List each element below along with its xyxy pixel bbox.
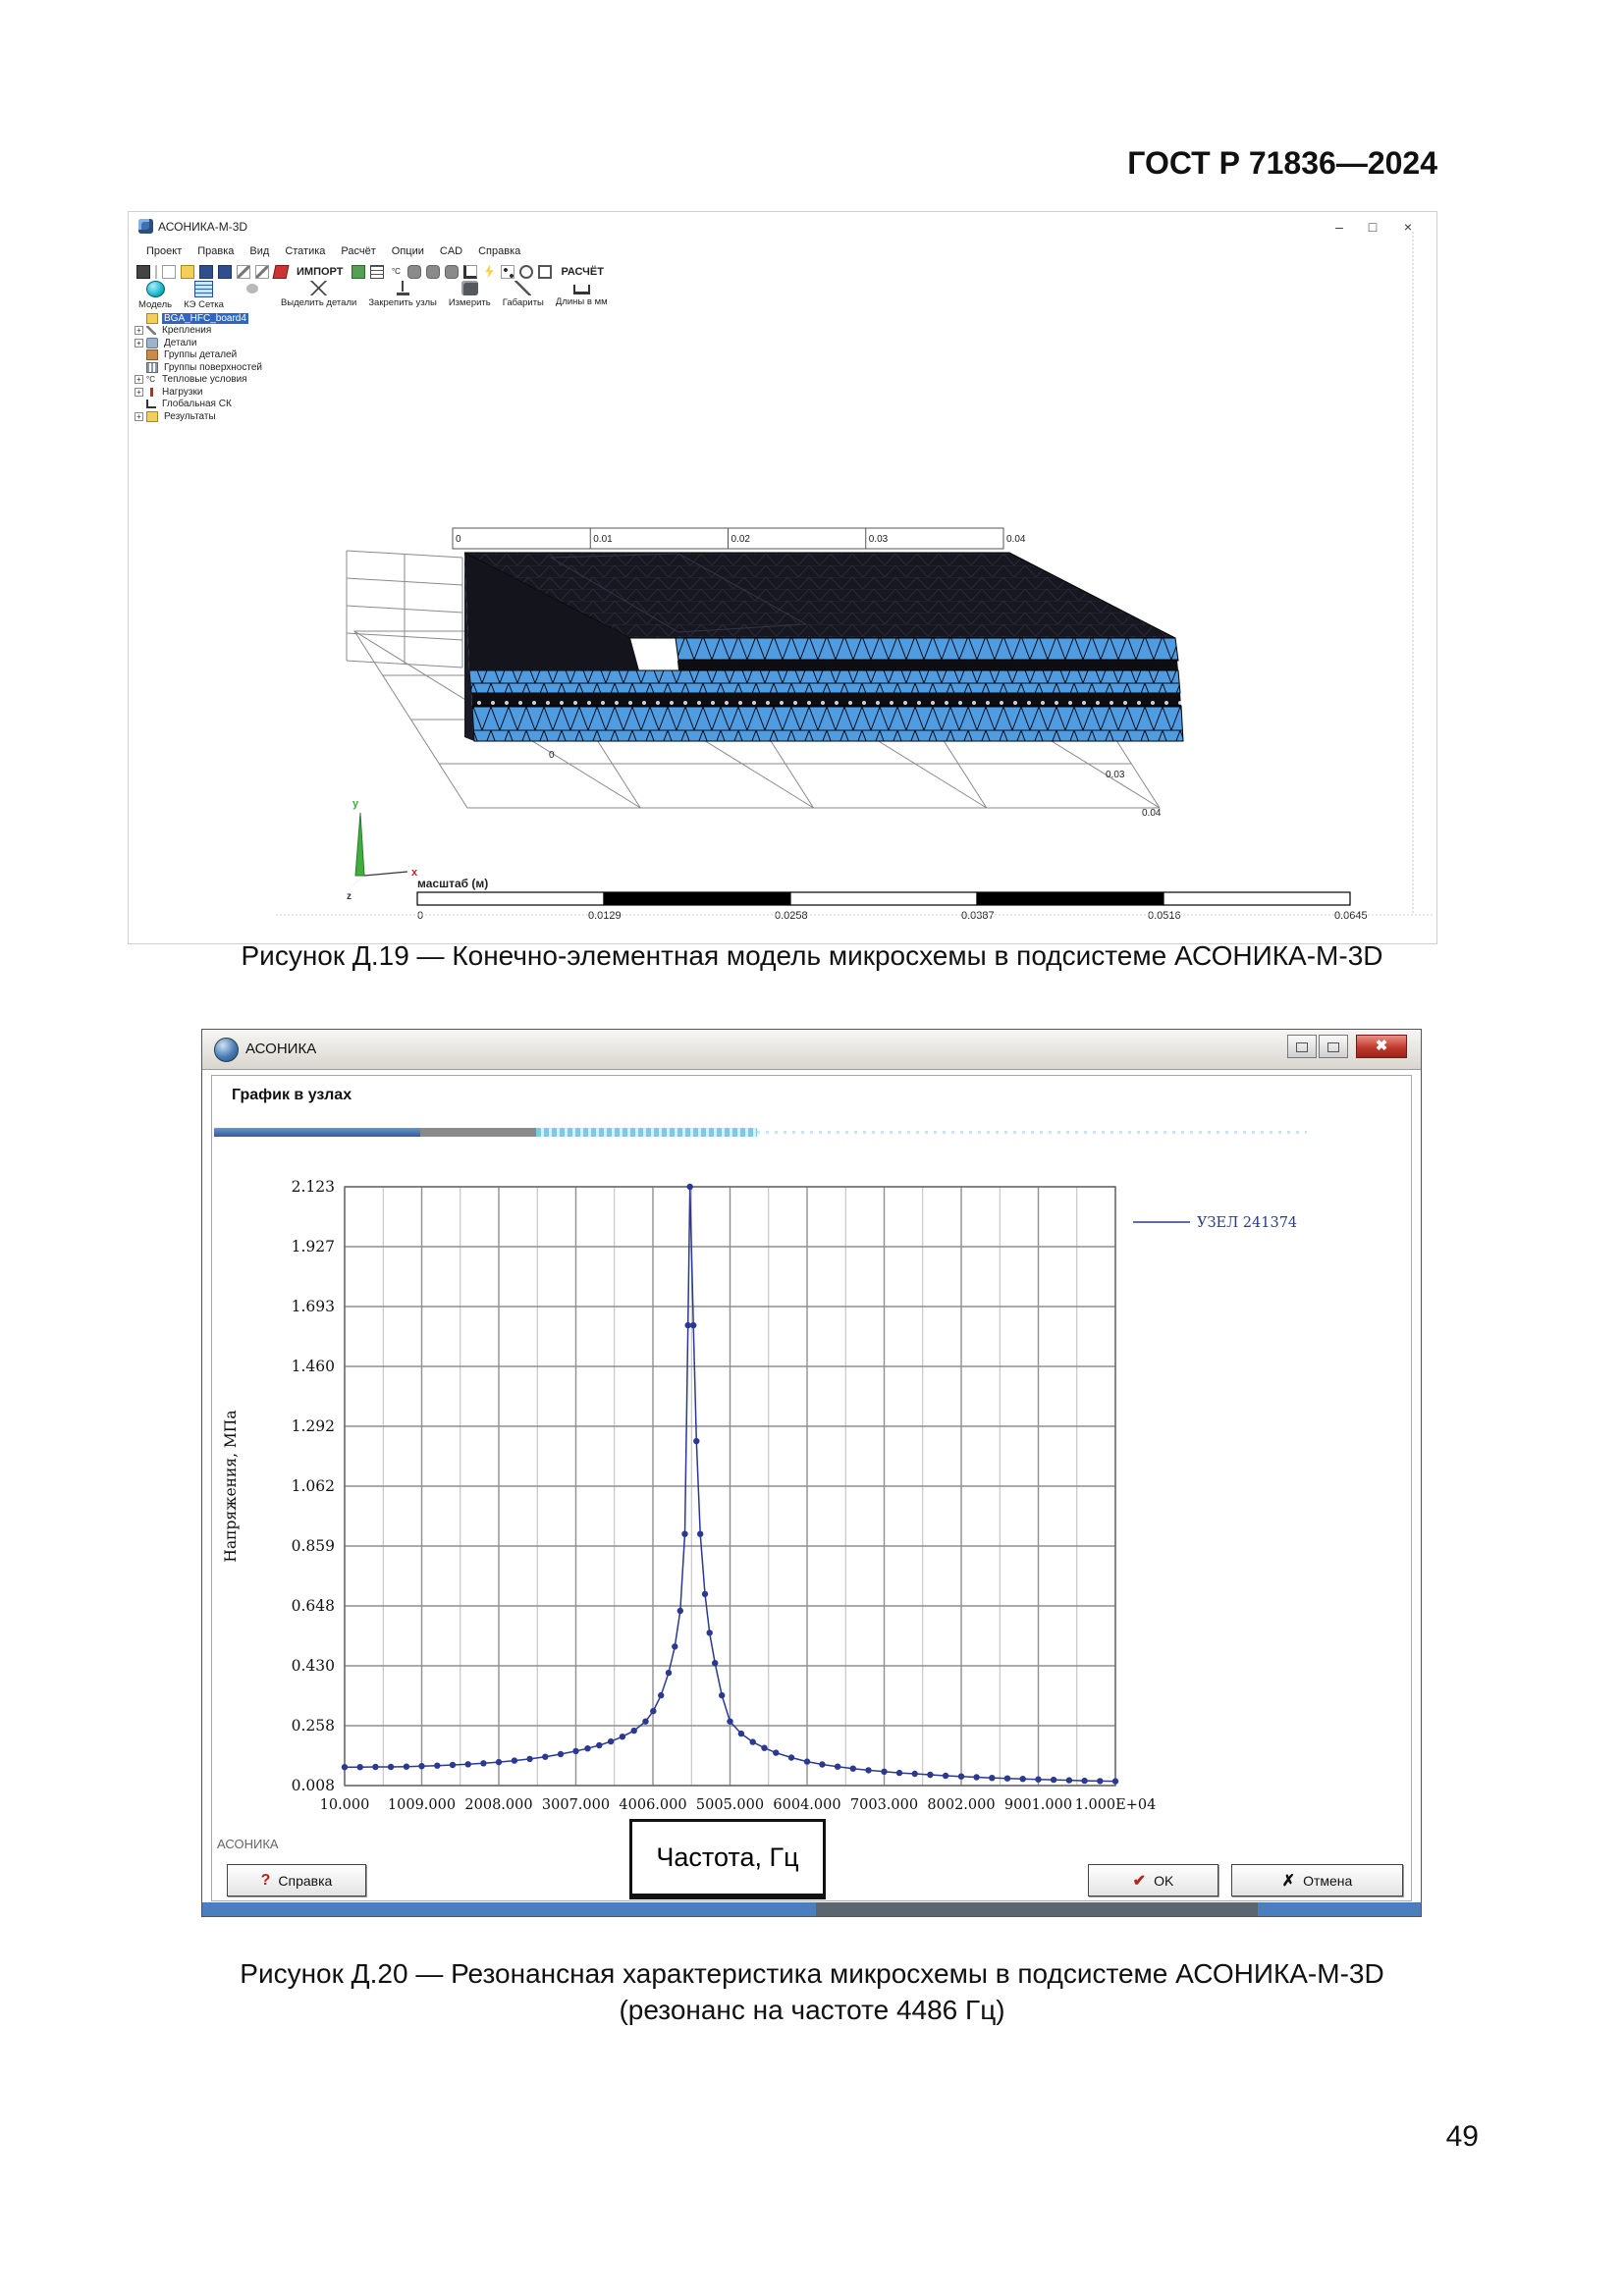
- cancel-label: Отмена: [1303, 1872, 1353, 1889]
- svg-text:0.0387: 0.0387: [961, 910, 995, 922]
- temp-icon[interactable]: °C: [389, 265, 403, 279]
- svg-text:0.0645: 0.0645: [1334, 910, 1368, 922]
- check-icon: ✔: [1132, 1872, 1147, 1890]
- svg-text:0.0129: 0.0129: [588, 910, 622, 922]
- tool-label: Габариты: [502, 297, 544, 308]
- window-bottom-edge-dark: [816, 1902, 1258, 1916]
- ok-label: OK: [1154, 1872, 1174, 1889]
- svg-text:7003.000: 7003.000: [849, 1797, 919, 1813]
- tree-item-label: Результаты: [164, 410, 216, 422]
- svg-text:10.000: 10.000: [319, 1797, 370, 1813]
- svg-text:УЗЕЛ 241374: УЗЕЛ 241374: [1197, 1215, 1298, 1231]
- menu-item-вид[interactable]: Вид: [249, 245, 270, 257]
- ok-button[interactable]: [1088, 1864, 1218, 1896]
- tree-item-label: BGA_HFC_board4: [164, 312, 246, 324]
- svg-text:0: 0: [417, 910, 424, 922]
- svg-text:2.123: 2.123: [291, 1178, 335, 1196]
- svg-text:6004.000: 6004.000: [773, 1797, 841, 1813]
- svg-text:0.648: 0.648: [291, 1597, 335, 1615]
- close-button[interactable]: ✖: [1356, 1035, 1407, 1058]
- menu-item-cad[interactable]: CAD: [439, 245, 463, 257]
- asonika-m3d-window: [128, 211, 1437, 944]
- svg-text:масштаб (м): масштаб (м): [417, 877, 489, 890]
- svg-text:2008.000: 2008.000: [464, 1797, 533, 1813]
- footer-brand: АСОНИКА: [217, 1837, 279, 1851]
- page-header: ГОСТ Р 71836—2024: [1127, 145, 1437, 181]
- svg-text:0.03: 0.03: [1106, 770, 1125, 780]
- svg-text:0.03: 0.03: [868, 534, 889, 545]
- svg-text:0.0258: 0.0258: [775, 910, 808, 922]
- svg-text:3007.000: 3007.000: [541, 1797, 611, 1813]
- tree-item-label: Группы деталей: [164, 349, 238, 361]
- cancel-button[interactable]: [1231, 1864, 1403, 1896]
- tree-item-label: Крепления: [162, 325, 212, 337]
- tool-label: Измерить: [448, 297, 491, 308]
- menu-item-справка[interactable]: Справка: [478, 245, 521, 257]
- help-label: Справка: [278, 1872, 333, 1889]
- tree-item-label: Тепловые условия: [162, 374, 247, 386]
- svg-text:y: y: [352, 798, 359, 810]
- svg-text:0: 0: [456, 534, 461, 545]
- svg-text:1.000E+04: 1.000E+04: [1074, 1797, 1157, 1813]
- svg-text:0.258: 0.258: [291, 1717, 335, 1735]
- resonance-chart: [202, 1030, 1421, 1916]
- menu-item-статика[interactable]: Статика: [285, 245, 326, 257]
- help-icon: ?: [260, 1871, 271, 1889]
- svg-text:0.04: 0.04: [1006, 534, 1026, 545]
- expand-icon[interactable]: +: [135, 412, 143, 421]
- model-viewport[interactable]: [129, 212, 1435, 941]
- svg-text:0.430: 0.430: [291, 1657, 335, 1675]
- close-button[interactable]: ×: [1403, 219, 1413, 235]
- svg-text:1.062: 1.062: [291, 1477, 335, 1495]
- x-icon: ✗: [1281, 1872, 1296, 1890]
- menu-item-расчёт[interactable]: Расчёт: [341, 245, 376, 257]
- menu-item-опции[interactable]: Опции: [391, 245, 424, 257]
- tool-label: КЭ Сетка: [184, 299, 224, 310]
- restore-button[interactable]: □: [1368, 219, 1378, 235]
- tree-item-label: Группы поверхностей: [164, 361, 262, 373]
- help-button[interactable]: [227, 1864, 366, 1896]
- tree-item-label: Нагрузки: [162, 386, 203, 398]
- expand-icon[interactable]: +: [135, 326, 143, 335]
- figure20-caption-line1: Рисунок Д.20 — Резонансная характеристика микросхемы в подсистеме АСОНИКА-М-3D: [240, 1958, 1384, 1989]
- svg-text:0.0516: 0.0516: [1148, 910, 1181, 922]
- dialog-title: АСОНИКА: [245, 1041, 317, 1057]
- svg-text:1009.000: 1009.000: [387, 1797, 457, 1813]
- thermal-icon: °C: [146, 375, 155, 385]
- tree-item-label: Детали: [164, 337, 197, 348]
- svg-text:x: x: [411, 867, 418, 879]
- graph-in-nodes-tab[interactable]: График в узлах: [232, 1087, 352, 1103]
- minimize-button[interactable]: –: [1335, 219, 1343, 235]
- x-axis-label-box: Частота, Гц: [629, 1819, 826, 1899]
- import-button[interactable]: ИМПОРТ: [297, 265, 344, 278]
- svg-text:1.693: 1.693: [291, 1298, 335, 1315]
- asonika-dialog: [201, 1029, 1422, 1917]
- tree-item-label: Глобальная СК: [162, 399, 232, 410]
- figure19-caption: Рисунок Д.19 — Конечно-элементная модель микросхемы в подсистеме АСОНИКА-М-3D: [241, 940, 1383, 971]
- expand-icon[interactable]: +: [135, 388, 143, 397]
- expand-icon[interactable]: +: [135, 339, 143, 347]
- svg-text:0.008: 0.008: [291, 1777, 335, 1794]
- tool-label: Закрепить узлы: [368, 297, 437, 308]
- svg-text:1.292: 1.292: [291, 1417, 335, 1435]
- svg-text:z: z: [347, 891, 352, 902]
- expand-icon[interactable]: +: [135, 375, 143, 384]
- svg-text:4006.000: 4006.000: [619, 1797, 687, 1813]
- tool-label: Модель: [138, 299, 173, 310]
- calc-button[interactable]: РАСЧЁТ: [561, 265, 604, 278]
- svg-text:Напряжения, МПа: Напряжения, МПа: [222, 1410, 240, 1563]
- menu-item-правка[interactable]: Правка: [197, 245, 235, 257]
- svg-text:0.01: 0.01: [593, 534, 613, 545]
- tool-label: Выделить детали: [280, 297, 357, 308]
- svg-text:1.460: 1.460: [291, 1358, 335, 1375]
- svg-text:9001.000: 9001.000: [1003, 1797, 1073, 1813]
- svg-text:5005.000: 5005.000: [695, 1797, 765, 1813]
- menu-item-проект[interactable]: Проект: [146, 245, 183, 257]
- svg-text:0.859: 0.859: [291, 1537, 335, 1555]
- tool-label: Длины в мм: [555, 296, 608, 307]
- svg-text:1.927: 1.927: [291, 1238, 335, 1255]
- svg-text:0.02: 0.02: [731, 534, 750, 545]
- svg-text:8002.000: 8002.000: [927, 1797, 996, 1813]
- figure20-caption-line2: (резонанс на частоте 4486 Гц): [619, 1995, 1005, 2025]
- svg-text:0.04: 0.04: [1142, 808, 1162, 819]
- page-number: 49: [1445, 2120, 1479, 2153]
- svg-text:0: 0: [549, 750, 555, 761]
- window-title: АСОНИКА-М-3D: [158, 220, 248, 234]
